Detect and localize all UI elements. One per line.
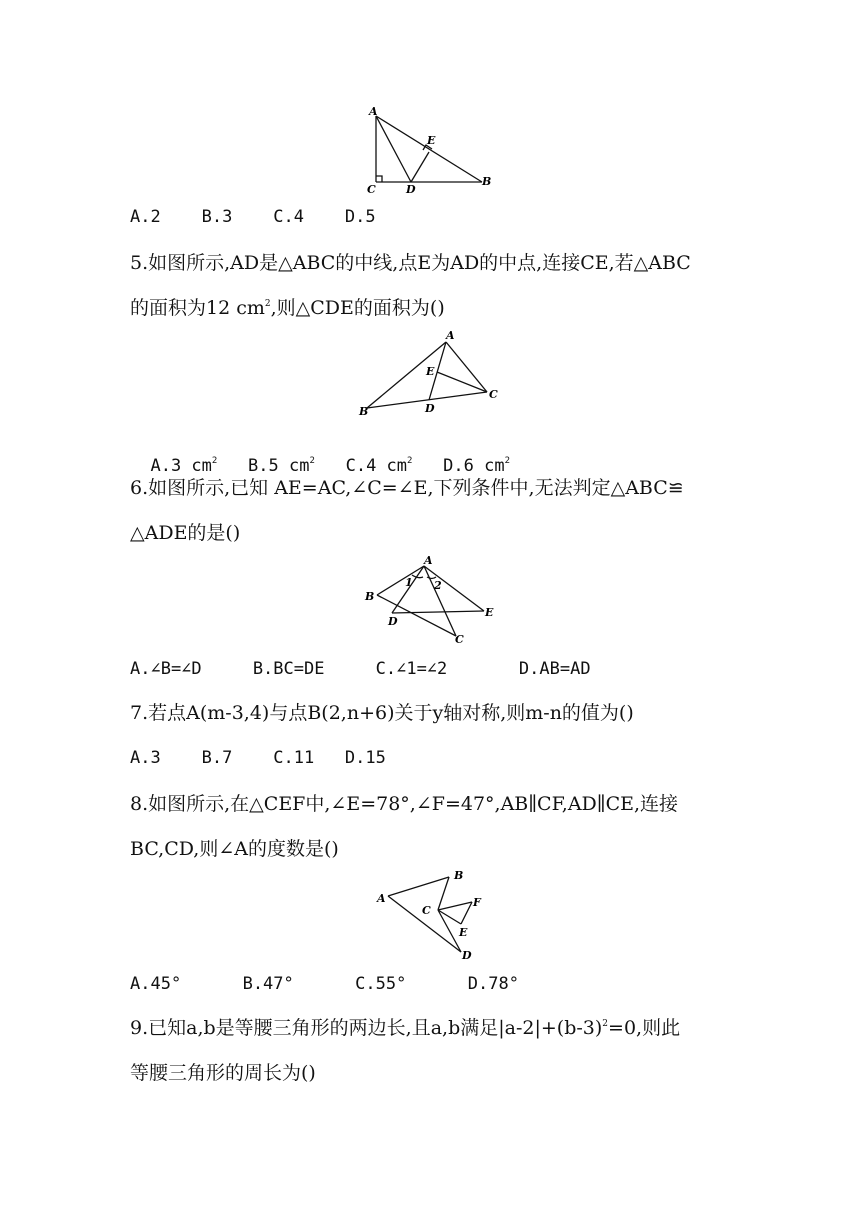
- label-B: B: [359, 405, 369, 418]
- label-F: F: [473, 896, 481, 909]
- label-D: D: [406, 183, 416, 196]
- q5-line1: 5.如图所示,AD是△ABC的中线,点E为AD的中点,连接CE,若△ABC: [130, 252, 691, 274]
- label-E: E: [426, 365, 435, 378]
- label-D: D: [388, 615, 398, 628]
- label-B: B: [365, 590, 375, 603]
- q8-line1: 8.如图所示,在△CEF中,∠E=78°,∠F=47°,AB∥CF,AD∥CE,连接: [130, 793, 679, 815]
- label-D: D: [425, 402, 435, 415]
- label-E: E: [427, 134, 436, 147]
- q6-line2: △ADE的是(): [130, 522, 241, 544]
- label-A: A: [446, 329, 455, 342]
- label-D: D: [462, 949, 472, 962]
- label-C: C: [422, 904, 431, 917]
- figure-q4: [360, 100, 500, 200]
- label-C: C: [489, 388, 498, 401]
- label-B: B: [482, 175, 492, 188]
- label-B: B: [454, 869, 464, 882]
- label-C: C: [367, 183, 376, 196]
- label-E: E: [485, 606, 494, 619]
- q8-options: A.45° B.47° C.55° D.78°: [130, 974, 519, 994]
- label-A: A: [424, 554, 433, 567]
- q9-line2: 等腰三角形的周长为(): [130, 1062, 316, 1084]
- label-A: A: [369, 105, 378, 118]
- q5-options: A.3 $cm^2$ B.5 $cm^2$ C.4 $cm^2$ D.6 $cm^2$: [150, 456, 511, 476]
- figure-q8: [370, 866, 490, 962]
- q8-line2: BC,CD,则∠A的度数是(): [130, 838, 339, 860]
- figure-q5: [355, 328, 505, 418]
- label-2: 2: [434, 579, 442, 592]
- q6-options: A.∠B=∠D B.BC=DE C.∠1=∠2 D.AB=AD: [130, 659, 591, 679]
- q9-line1: 9.已知a,b是等腰三角形的两边长,且a,b满足$|a-2|+(b-3)^2=0$,则此: [130, 1017, 681, 1039]
- q5-line2: 的面积为12 $cm^2$,则△CDE的面积为(): [130, 297, 445, 319]
- label-1: 1: [405, 576, 413, 589]
- label-E: E: [459, 926, 468, 939]
- q6-line1: 6.如图所示,已知 AE=AC,∠C=∠E,下列条件中,无法判定△ABC≌: [130, 477, 684, 499]
- label-A: A: [377, 892, 386, 905]
- q7-line1: 7.若点A(m-3,4)与点B(2,n+6)关于y轴对称,则m-n的值为(): [130, 702, 634, 724]
- q4-options: A.2 B.3 C.4 D.5: [130, 207, 376, 227]
- q7-options: A.3 B.7 C.11 D.15: [130, 748, 386, 768]
- label-C: C: [455, 633, 464, 645]
- figure-q6: [360, 553, 500, 645]
